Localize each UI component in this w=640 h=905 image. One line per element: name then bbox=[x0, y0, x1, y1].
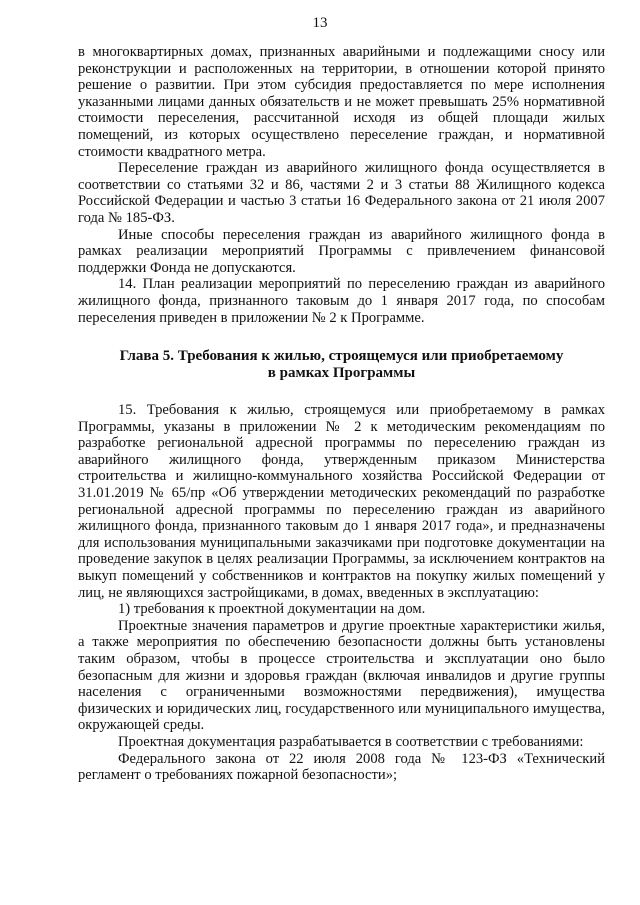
page-content bbox=[78, 44, 605, 784]
paragraph-federal-law-123: Федерального закона от 22 июля 2008 года № 123-ФЗ «Технический регламент о требованиях пожарной безопасности»; bbox=[78, 750, 605, 784]
paragraph-subitem-1: 1) требования к проектной документации на дом. bbox=[118, 601, 426, 618]
chapter-heading bbox=[78, 348, 605, 382]
page-number: 13 bbox=[312, 15, 328, 31]
paragraph-design-docs: Проектная документация разрабатывается в соответствии с требованиями: bbox=[118, 733, 584, 750]
chapter-heading-line-1: Глава 5. Требования к жилью, строящемуся или приобретаемому bbox=[119, 348, 564, 365]
paragraph-other-methods: Иные способы переселения граждан из аварийного жилищного фонда в рамках реализации мероприятий Программы с привлечением финансовой поддержки Фонда не допускаются. bbox=[78, 226, 605, 276]
paragraph-resettlement-legal-basis: Переселение граждан из аварийного жилищного фонда осуществляется в соответствии со статьями 32 и 86, частями 2 и 3 статьи 88 Жилищного кодекса Российской Федерации и частью 3 статьи 16 Федерального закона от 21 июля 2007 года № 185-ФЗ. bbox=[78, 160, 605, 226]
chapter-heading-line-2: в рамках Программы bbox=[267, 365, 416, 382]
paragraph-item-14: 14. План реализации мероприятий по переселению граждан из аварийного жилищного фонда, признанного таковым до 1 января 2017 года, по способам переселения приведен в приложении № 2 к Программе. bbox=[78, 276, 605, 326]
paragraph-item-15: 15. Требования к жилью, строящемуся или приобретаемому в рамках Программы, указаны в приложении № 2 к методическим рекомендациям по разработке региональной адресной программы по переселению граждан из аварийного жилищного фонда, утвержденным приказом Министерства строительства и жилищно-коммунального хозяйства Российской Федерации от 31.01.2019 № 65/пр «Об утверждении методических рекомендаций по разработке региональной адресной программы по переселению граждан из аварийного жилищного фонда, признанного таковым до 1 января 2017 года», и предназначены для использования муниципальными заказчиками при подготовке документации на проведение закупок в целях реализации Программы, за исключением контрактов на выкуп помещений у собственников и контрактов на покупку жилых помещений у лиц, не являющихся застройщиками, в домах, введенных в эксплуатацию: bbox=[78, 402, 605, 601]
paragraph-continuation: в многоквартирных домах, признанных аварийными и подлежащими сносу или реконструкции и расположенных на территории, в отношении которой принято решение о развитии. При этом субсидия предоставляется по мере исполнения указанными лицами данных обязательств и не может превышать 25% нормативной стоимости переселения, рассчитанной исходя из общей площади жилых помещений, из которых осуществлено переселение граждан, и нормативной стоимости квадратного метра. bbox=[78, 44, 605, 160]
paragraph-design-parameters: Проектные значения параметров и другие проектные характеристики жилья, а также мероприятия по обеспечению безопасности должны быть установлены таким образом, чтобы в процессе строительства и эксплуатации оно было безопасным для жизни и здоровья граждан (включая инвалидов и другие группы населения с ограниченными возможностями передвижения), имущества физических и юридических лиц, государственного или муниципального имущества, окружающей среды. bbox=[78, 617, 605, 734]
